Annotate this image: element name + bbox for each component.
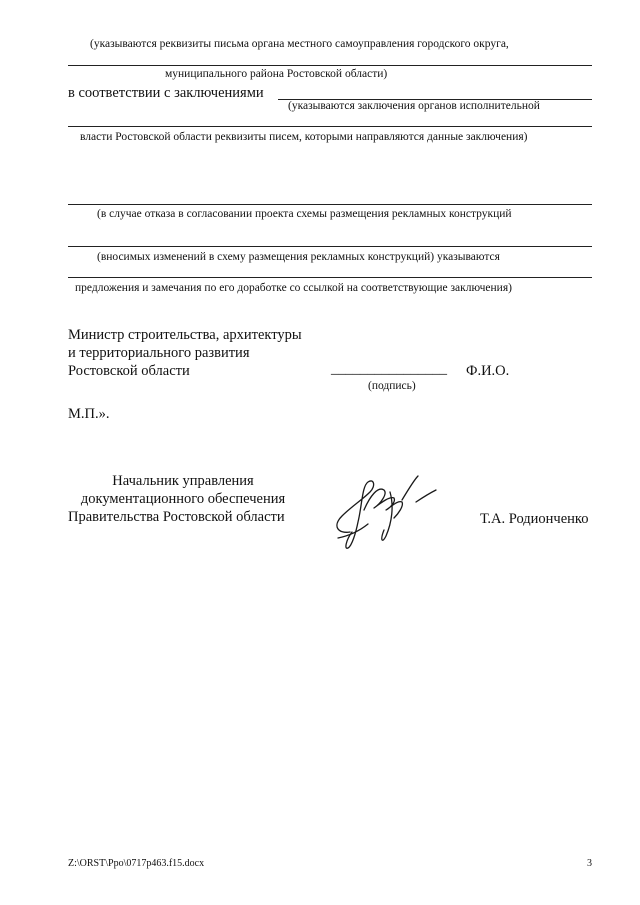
form-note-line6: (вносимых изменений в схему размещения рекламных конструкций) указываются (97, 251, 500, 263)
minister-title-line3: Ростовской области (68, 363, 190, 379)
blank-line-5 (68, 246, 592, 247)
signatory-name: Т.А. Родионченко (480, 511, 589, 527)
blank-line-4 (68, 204, 592, 205)
signature-caption: (подпись) (368, 380, 416, 392)
minister-title-line1: Министр строительства, архитектуры (68, 327, 302, 343)
form-note-line1: (указываются реквизиты письма органа местного самоуправления городского округа, (90, 38, 509, 50)
footer-file-path: Z:\ORST\Ppo\0717p463.f15.docx (68, 858, 205, 869)
form-note-line5: (в случае отказа в согласовании проекта схемы размещения рекламных конструкций (97, 208, 512, 220)
footer-page-number: 3 (587, 858, 592, 869)
form-note-line3: (указываются заключения органов исполнительной (288, 100, 540, 112)
form-note-line2: муниципального района Ростовской области) (165, 68, 388, 80)
handwritten-signature (328, 466, 444, 552)
signatory-title-line2: документационного обеспечения (80, 491, 286, 507)
signatory-title-line1: Начальник управления (112, 473, 254, 489)
blank-line-3 (68, 126, 592, 127)
form-note-line7: предложения и замечания по его доработке со ссылкой на соответствующие заключения) (75, 282, 512, 294)
blank-line-6 (68, 277, 592, 278)
fio-placeholder: Ф.И.О. (466, 363, 510, 379)
stamp-place: М.П.». (68, 406, 110, 422)
minister-title-line2: и территориального развития (68, 345, 250, 361)
accordance-label: в соответствии с заключениями (68, 85, 264, 101)
signatory-title-line3: Правительства Ростовской области (68, 509, 285, 525)
blank-line-1 (68, 65, 592, 66)
form-note-line4: власти Ростовской области реквизиты писем, которыми направляются данные заключения) (80, 131, 528, 143)
signature-blank: ________________ (331, 361, 447, 377)
